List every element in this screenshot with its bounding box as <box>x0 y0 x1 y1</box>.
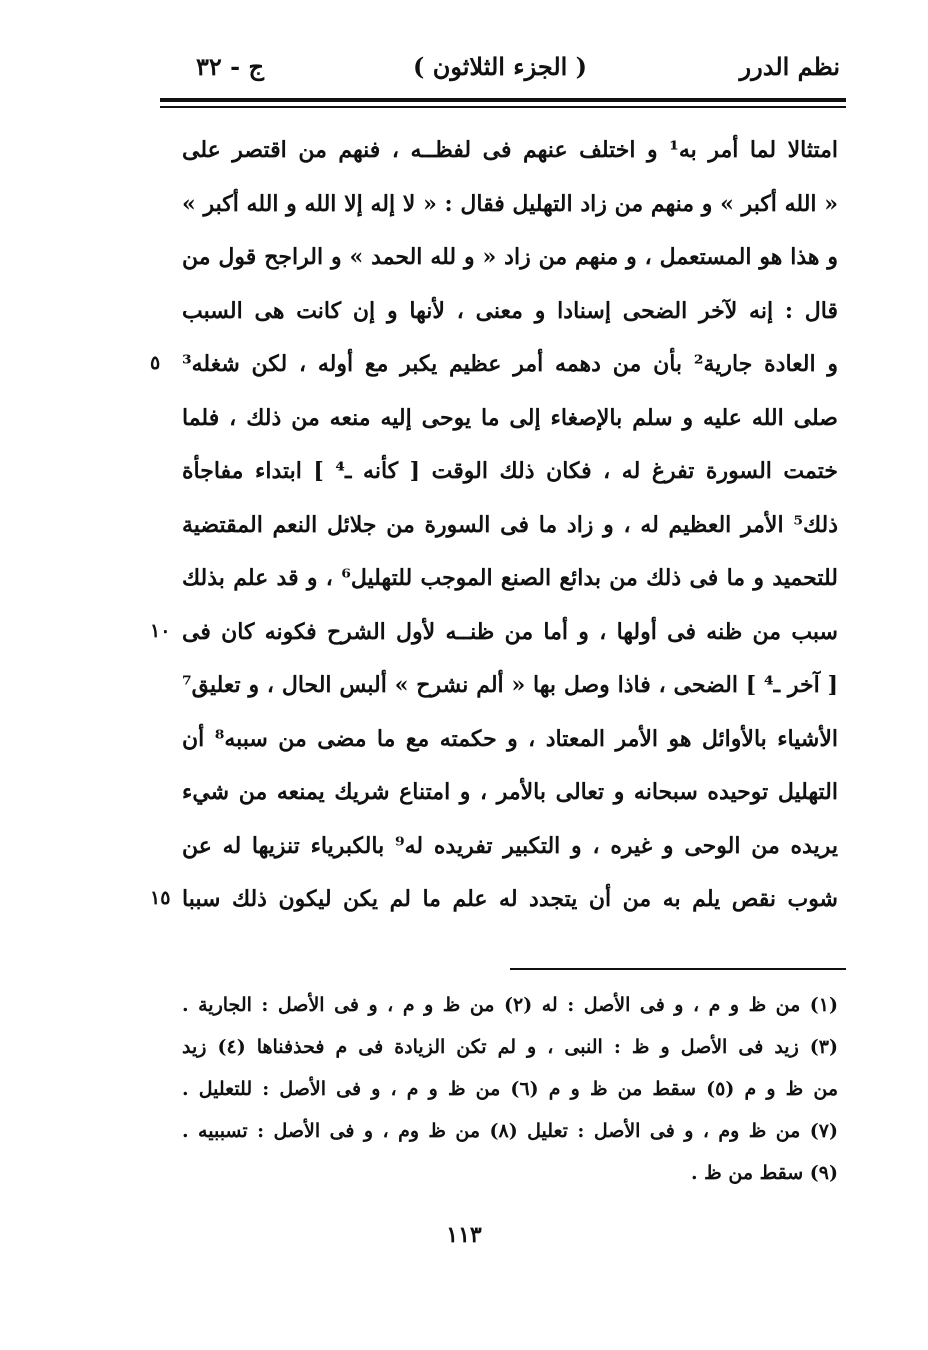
part-title: ( الجزء الثلاثون ) <box>412 52 588 81</box>
text-line: للتحميد و ما فى ذلك من بدائع الصنع الموجب للتهليل⁶ ، و قد علم بذلك <box>182 565 838 591</box>
footnote-line: (٧) من ظ وم ، و فى الأصل : تعليل (٨) من ظ وم ، و فى الأصل : تسببيه . <box>182 1120 838 1142</box>
text-line: [ آخر ـ⁴ ] الضحى ، فاذا وصل بها « ألم نشرح » ألبس الحال ، و تعليق⁷ <box>182 672 838 698</box>
text-line: و هذا هو المستعمل ، و منهم من زاد « و لله الحمد » و الراجح قول من <box>182 244 838 270</box>
text-line: شوب نقص يلم به من أن يتجدد له علم ما لم يكن ليكون ذلك سببا <box>182 886 838 912</box>
text-line: قال : إنه لآخر الضحى إسنادا و معنى ، لأنها و إن كانت هى السبب <box>182 297 838 324</box>
page-number: ١١٣ <box>446 1222 482 1248</box>
footnote-rule <box>510 968 846 970</box>
text-line: امتثالا لما أمر به¹ و اختلف عنهم فى لفظــه ، فنهم من اقتصر على <box>182 137 838 163</box>
footnote-line: (١) من ظ و م ، و فى الأصل : له (٢) من ظ و م ، و فى الأصل : الجارية . <box>182 994 838 1016</box>
text-line: ختمت السورة تفرغ له ، فكان ذلك الوقت [ كأنه ـ⁴ ] ابتداء مفاجأة <box>182 458 838 484</box>
text-line: ذلك⁵ الأمر العظيم له ، و زاد ما فى السورة من جلائل النعم المقتضية <box>182 511 838 538</box>
volume-number: ج - ٣٢ <box>196 52 264 81</box>
main-text <box>182 124 838 927</box>
footnote-line: (٣) زيد فى الأصل و ظ : النبى ، و لم تكن الزيادة فى م فحذفناها (٤) زيد <box>182 1036 838 1058</box>
line-number-10: ١٠ <box>150 620 171 642</box>
text-line: « الله أكبر » و منهم من زاد التهليل فقال : « لا إله إلا الله و الله أكبر » <box>182 190 838 217</box>
line-number-5: ٥ <box>150 352 161 374</box>
text-line: صلى الله عليه و سلم بالإصغاء إلى ما يوحى إليه منعه من ذلك ، فلما <box>182 404 838 431</box>
header-rule-thick <box>160 98 846 102</box>
footnote-line: من ظ و م (٥) سقط من ظ و م (٦) من ظ و م ، و فى الأصل : للتعليل . <box>182 1078 838 1100</box>
running-header <box>160 52 840 96</box>
text-line: التهليل توحيده سبحانه و تعالى بالأمر ، و امتناع شريك يمنعه من شيء <box>182 779 838 805</box>
text-line: يريده من الوحى و غيره ، و التكبير تفريده له⁹ بالكبرياء تنزيها له عن <box>182 832 838 859</box>
text-line: الأشياء بالأوائل هو الأمر المعتاد ، و حكمته مع ما مضى من سببه⁸ أن <box>182 725 838 752</box>
line-number-15: ١٥ <box>150 887 171 909</box>
footnotes <box>182 984 838 1194</box>
header-rule-thin <box>160 106 846 108</box>
text-line: و العادة جارية² بأن من دهمه أمر عظيم يكبر مع أوله ، لكن شغله³ <box>182 351 838 377</box>
footnote-line: (٩) سقط من ظ . <box>690 1162 838 1184</box>
text-line: سبب من ظنه فى أولها ، و أما من ظنــه لأول الشرح فكونه كان فى <box>182 618 838 645</box>
book-title: نظم الدرر <box>739 52 840 81</box>
